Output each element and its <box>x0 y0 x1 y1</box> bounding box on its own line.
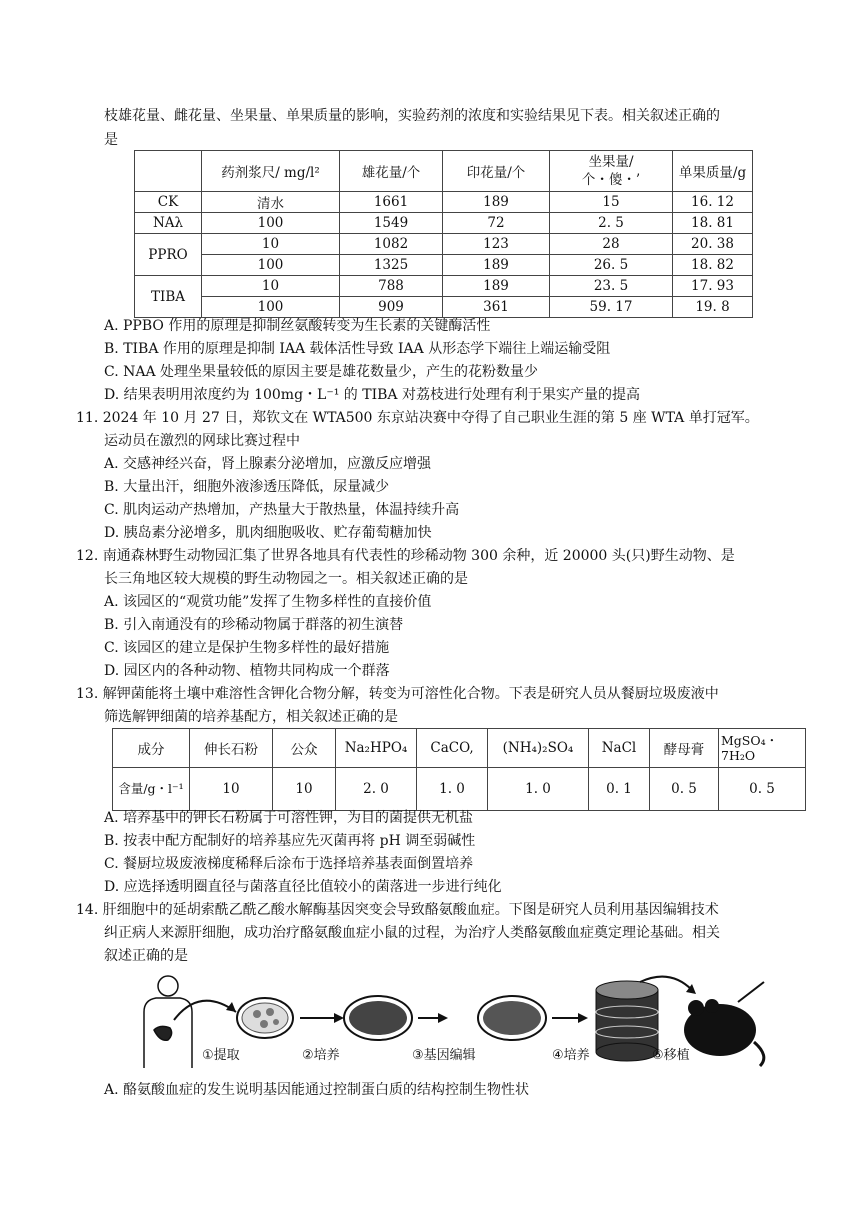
table-cell: 2. 5 <box>550 213 673 234</box>
table-cell: 10 <box>190 768 273 811</box>
q11-stem-line-2: 运动员在激烈的网球比赛过程中 <box>104 433 300 449</box>
table-cell: PPRO <box>135 234 202 276</box>
table-header-cell: Na₂HPO₄ <box>336 729 417 768</box>
table-cell: 1. 0 <box>417 768 488 811</box>
table-row-label: 含量/g・l⁻¹ <box>113 768 190 811</box>
table-cell: 1. 0 <box>488 768 589 811</box>
table-header-cell: (NH₄)₂SO₄ <box>488 729 589 768</box>
treatment-results-table <box>134 150 753 318</box>
step-label-culture: ②培养 <box>302 1048 340 1063</box>
table-cell: 16. 12 <box>673 192 753 213</box>
table-cell: 26. 5 <box>550 255 673 276</box>
table-cell: 100 <box>202 297 340 318</box>
step-label-extract: ①提取 <box>202 1048 240 1063</box>
table-cell: 0. 5 <box>650 768 719 811</box>
q12-option-b: B. 引入南通没有的珍稀动物属于群落的初生演替 <box>104 617 404 633</box>
table-header-cell: 雄花量/个 <box>340 151 443 192</box>
gene-editing-process-figure <box>140 972 780 1068</box>
table-header-cell: NaCl <box>589 729 650 768</box>
table-cell: 1082 <box>340 234 443 255</box>
table-header-cell: 公众 <box>273 729 336 768</box>
q12-stem-line-2: 长三角地区较大规模的野生动物园之一。相关叙述正确的是 <box>104 571 468 587</box>
q12-option-c: C. 该园区的建立是保护生物多样性的最好措施 <box>104 640 390 656</box>
table-cell: 189 <box>443 192 550 213</box>
q13-option-d: D. 应选择透明圈直径与菌落直径比值较小的菌落进一步进行纯化 <box>104 879 502 895</box>
stacked-dishes-icon <box>596 981 658 1061</box>
table-cell: 361 <box>443 297 550 318</box>
table-header-cell: 药剂浆尺/ mg/l² <box>202 151 340 192</box>
table-cell: 100 <box>202 213 340 234</box>
table-row <box>135 255 753 276</box>
table-row <box>113 768 806 811</box>
q14-option-a: A. 酪氨酸血症的发生说明基因能通过控制蛋白质的结构控制生物性状 <box>104 1082 530 1098</box>
table-cell: 10 <box>202 276 340 297</box>
q11-option-c: C. 肌肉运动产热增加，产热量大于散热量，体温持续升高 <box>104 502 460 518</box>
step-label-transplant: ⑤移植 <box>652 1048 690 1063</box>
q12-option-a: A. 该园区的“观赏功能”发挥了生物多样性的直接价值 <box>104 594 432 610</box>
table-cell: 0. 1 <box>589 768 650 811</box>
table-header-cell <box>135 151 202 192</box>
table-cell: 788 <box>340 276 443 297</box>
q14-stem-line-3: 叙述正确的是 <box>104 948 188 964</box>
table-header-cell: 伸长石粉 <box>190 729 273 768</box>
table-cell: 10 <box>273 768 336 811</box>
table-cell: 18. 82 <box>673 255 753 276</box>
table-cell: 2. 0 <box>336 768 417 811</box>
step-label-culture-2: ④培养 <box>552 1048 590 1063</box>
table-cell: 123 <box>443 234 550 255</box>
table-cell: 1325 <box>340 255 443 276</box>
table-header-cell: 成分 <box>113 729 190 768</box>
q13-option-a: A. 培养基中的钾长石粉属于可溶性钾，为目的菌提供无机盐 <box>104 810 474 826</box>
mouse-icon <box>684 982 764 1066</box>
table-cell: 23. 5 <box>550 276 673 297</box>
q10-option-d: D. 结果表明用浓度约为 100mg・L⁻¹ 的 TIBA 对荔枝进行处理有利于果实产量的提高 <box>104 387 640 403</box>
q12-stem-line-1: 12. 南通森林野生动物园汇集了世界各地具有代表性的珍稀动物 300 余种，近 20000 头(只)野生动物、是 <box>76 548 735 564</box>
q11-stem-line-1: 11. 2024 年 10 月 27 日，郑钦文在 WTA500 东京站决赛中夺得了自己职业生涯的第 5 座 WTA 单打冠军。 <box>76 410 759 426</box>
table-header-row <box>113 729 806 768</box>
medium-recipe-table <box>112 728 806 811</box>
q11-option-d: D. 胰岛素分泌增多，肌肉细胞吸收、贮存葡萄糖加快 <box>104 525 432 541</box>
table-cell: 15 <box>550 192 673 213</box>
q13-option-b: B. 按表中配方配制好的培养基应先灭菌再将 pH 调至弱碱性 <box>104 833 476 849</box>
table-cell: NAλ <box>135 213 202 234</box>
human-body-icon <box>144 976 192 1068</box>
table-header-cell: 酵母膏 <box>650 729 719 768</box>
table-row <box>135 213 753 234</box>
table-cell: 72 <box>443 213 550 234</box>
petri-dish-icon <box>344 996 412 1040</box>
step-label-gene-editing: ③基因编辑 <box>412 1048 476 1063</box>
table-cell: CK <box>135 192 202 213</box>
table-row <box>135 192 753 213</box>
table-header-row <box>135 151 753 192</box>
table-header-cell: 单果质量/g <box>673 151 753 192</box>
table-cell: 20. 38 <box>673 234 753 255</box>
table-row <box>135 234 753 255</box>
arrow-icon <box>174 1001 236 1020</box>
q13-stem-line-2: 筛选解钾细菌的培养基配方，相关叙述正确的是 <box>104 709 398 725</box>
q10-option-b: B. TIBA 作用的原理是抑制 IAA 载体活性导致 IAA 从形态学下端往上端运输受阻 <box>104 341 611 357</box>
petri-dish-icon <box>478 996 546 1040</box>
q13-option-c: C. 餐厨垃圾废液梯度稀释后涂布于选择培养基表面倒置培养 <box>104 856 474 872</box>
table-cell: 19. 8 <box>673 297 753 318</box>
table-row <box>135 297 753 318</box>
table-cell: 0. 5 <box>719 768 806 811</box>
q10-option-a: A. PPBO 作用的原理是抑制丝氨酸转变为生长素的关键酶活性 <box>104 318 491 334</box>
q13-stem-line-1: 13. 解钾菌能将土壤中难溶性含钾化合物分解，转变为可溶性化合物。下表是研究人员从餐厨垃圾废液中 <box>76 686 719 702</box>
table-cell: 1661 <box>340 192 443 213</box>
q11-option-b: B. 大量出汗，细胞外液渗透压降低，尿量减少 <box>104 479 390 495</box>
q11-option-a: A. 交感神经兴奋，肾上腺素分泌增加，应激反应增强 <box>104 456 432 472</box>
table-cell: 100 <box>202 255 340 276</box>
q14-stem-line-2: 纠正病人来源肝细胞，成功治疗酪氨酸血症小鼠的过程，为治疗人类酪氨酸血症奠定理论基础。相关 <box>104 925 720 941</box>
table-cell: 59. 17 <box>550 297 673 318</box>
table-cell: TIBA <box>135 276 202 318</box>
table-cell: 189 <box>443 276 550 297</box>
table-cell: 10 <box>202 234 340 255</box>
q14-stem-line-1: 14. 肝细胞中的延胡索酰乙酰乙酸水解酶基因突变会导致酪氨酸血症。下图是研究人员利用基因编辑技术 <box>76 902 719 918</box>
table-header-cell: CaCO, <box>417 729 488 768</box>
intro-line-1: 枝雄花量、雌花量、坐果量、单果质量的影响，实验药剂的浓度和实验结果见下表。相关叙述正确的 <box>104 108 720 124</box>
table-cell: 18. 81 <box>673 213 753 234</box>
table-cell: 909 <box>340 297 443 318</box>
table-row <box>135 276 753 297</box>
intro-line-2: 是 <box>104 132 118 148</box>
table-header-cell: MgSO₄・7H₂O <box>719 729 806 768</box>
table-cell: 28 <box>550 234 673 255</box>
q10-option-c: C. NAA 处理坐果量较低的原因主要是雄花数量少，产生的花粉数量少 <box>104 364 539 380</box>
table-cell: 17. 93 <box>673 276 753 297</box>
table-cell: 清水 <box>202 192 340 213</box>
table-cell: 189 <box>443 255 550 276</box>
table-cell: 1549 <box>340 213 443 234</box>
q12-option-d: D. 园区内的各种动物、植物共同构成一个群落 <box>104 663 390 679</box>
table-header-cell: 坐果量/ 个・傻・’ <box>550 151 673 192</box>
table-header-cell: 印花量/个 <box>443 151 550 192</box>
petri-dish-icon <box>237 998 293 1038</box>
